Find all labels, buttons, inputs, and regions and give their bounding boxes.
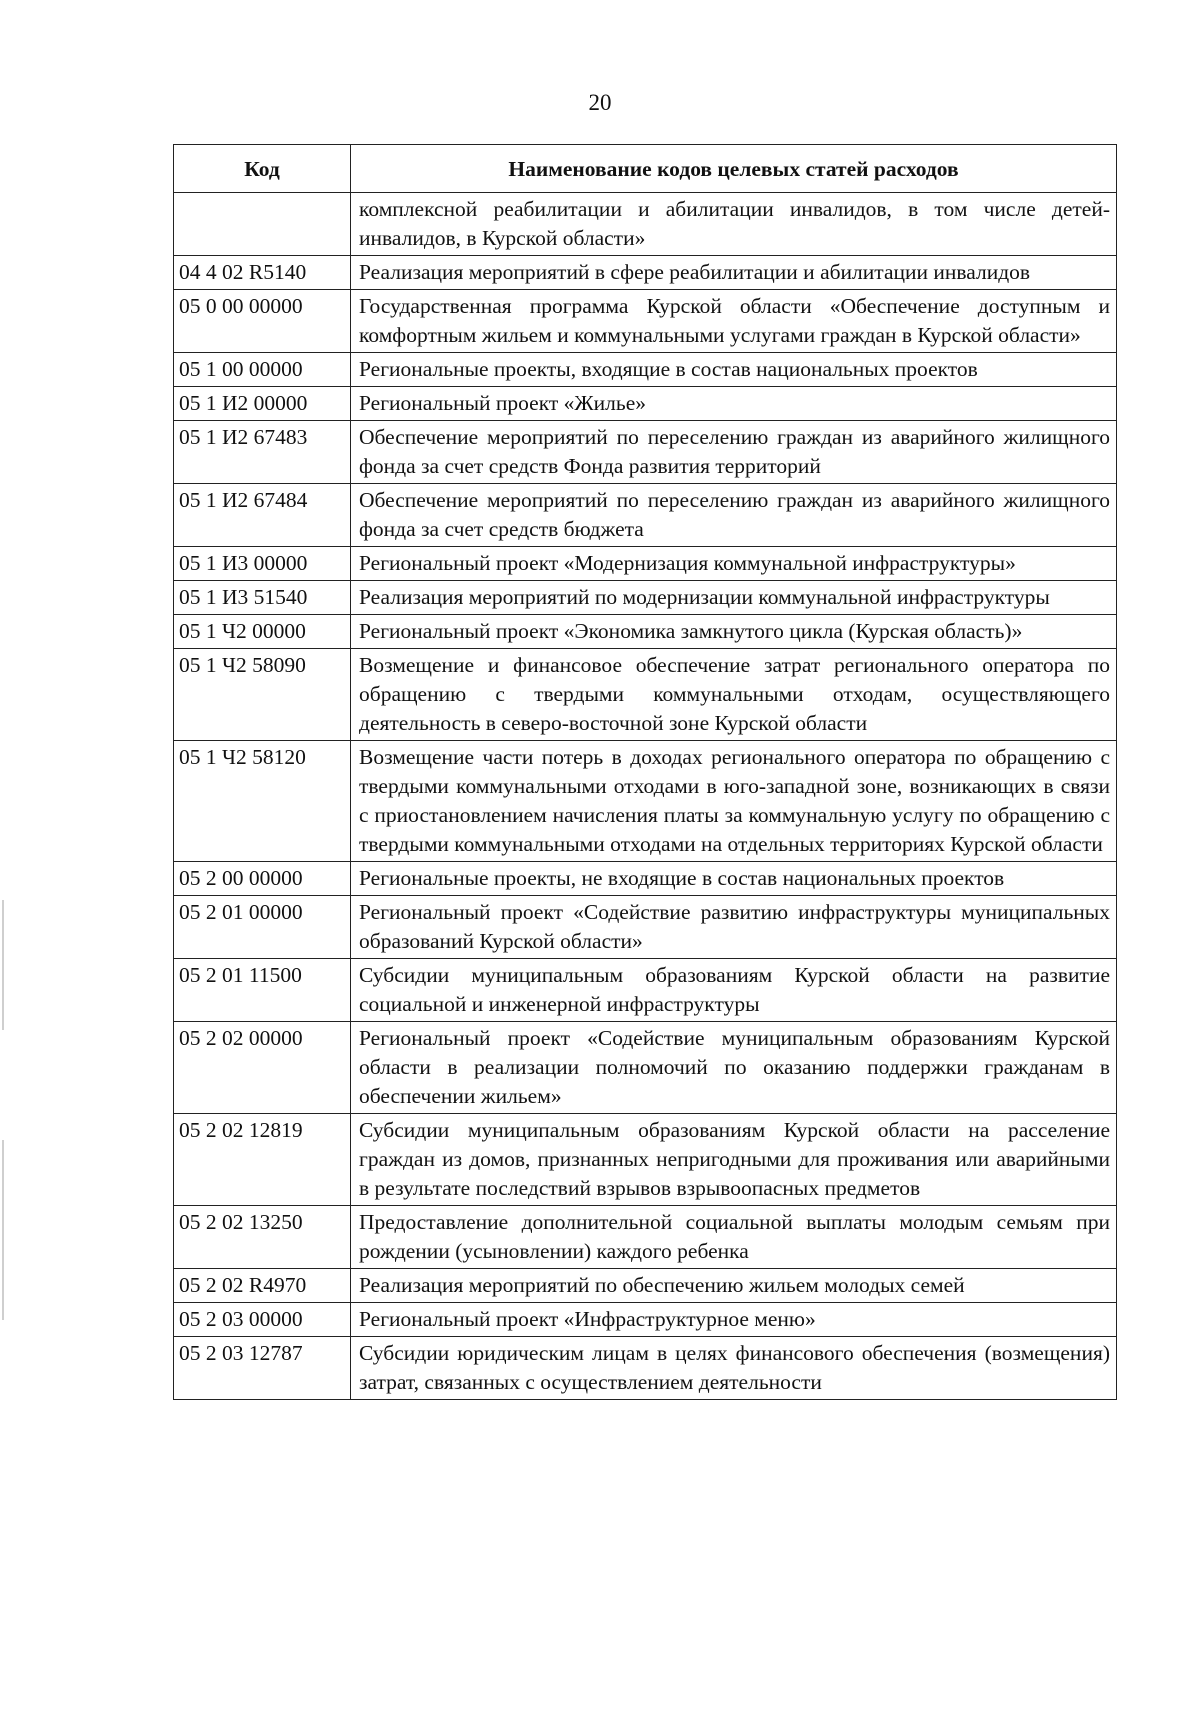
row-code: 05 2 02 R4970 xyxy=(174,1269,351,1303)
row-code: 05 2 03 12787 xyxy=(174,1337,351,1400)
table-row xyxy=(174,649,1117,741)
table-row xyxy=(174,1337,1117,1400)
row-code: 05 1 И2 67483 xyxy=(174,421,351,484)
row-name: Возмещение части потерь в доходах регионального оператора по обращению с твердыми коммунальными отходами в юго-западной зоне, возникающих в связи с приостановлением начисления платы за коммунальную услугу по обращению с твердыми коммунальными отходами на отдельных территориях Курской области xyxy=(351,741,1117,862)
scan-margin-mark xyxy=(2,900,4,1030)
row-name: Реализация мероприятий по обеспечению жильем молодых семей xyxy=(351,1269,1117,1303)
row-code: 05 1 00 00000 xyxy=(174,353,351,387)
table-row xyxy=(174,421,1117,484)
row-name: Возмещение и финансовое обеспечение затрат регионального оператора по обращению с твердыми коммунальными отходам, осуществляющего деятельность в северо-восточной зоне Курской области xyxy=(351,649,1117,741)
row-name: Реализация мероприятий в сфере реабилитации и абилитации инвалидов xyxy=(351,256,1117,290)
header-code: Код xyxy=(174,145,351,193)
row-code: 05 0 00 00000 xyxy=(174,290,351,353)
table-row xyxy=(174,862,1117,896)
table-row xyxy=(174,256,1117,290)
row-code xyxy=(174,193,351,256)
row-name: Субсидии муниципальным образованиям Курской области на развитие социальной и инженерной инфраструктуры xyxy=(351,959,1117,1022)
table-row xyxy=(174,547,1117,581)
scan-margin-mark xyxy=(2,1140,4,1320)
table-header-row xyxy=(174,145,1117,193)
row-code: 05 1 И2 67484 xyxy=(174,484,351,547)
table-row xyxy=(174,484,1117,547)
row-name: Региональный проект «Содействие муниципальным образованиям Курской области в реализации полномочий по оказанию поддержки гражданам в обеспечении жильем» xyxy=(351,1022,1117,1114)
table-row xyxy=(174,353,1117,387)
row-name: Региональный проект «Содействие развитию инфраструктуры муниципальных образований Курской области» xyxy=(351,896,1117,959)
row-code: 05 2 01 11500 xyxy=(174,959,351,1022)
row-name: Обеспечение мероприятий по переселению граждан из аварийного жилищного фонда за счет средств бюджета xyxy=(351,484,1117,547)
target-expense-codes-table xyxy=(173,144,1117,1400)
row-name: Региональный проект «Экономика замкнутого цикла (Курская область)» xyxy=(351,615,1117,649)
table-row xyxy=(174,290,1117,353)
table-row xyxy=(174,387,1117,421)
row-code: 05 2 02 13250 xyxy=(174,1206,351,1269)
table-row xyxy=(174,1303,1117,1337)
table-row xyxy=(174,1114,1117,1206)
row-code: 05 2 02 12819 xyxy=(174,1114,351,1206)
row-code: 05 1 И3 51540 xyxy=(174,581,351,615)
row-code: 05 1 И2 00000 xyxy=(174,387,351,421)
row-name: Региональные проекты, входящие в состав национальных проектов xyxy=(351,353,1117,387)
table-row xyxy=(174,1206,1117,1269)
row-name: Региональный проект «Модернизация коммунальной инфраструктуры» xyxy=(351,547,1117,581)
row-code: 05 2 03 00000 xyxy=(174,1303,351,1337)
row-name: Региональный проект «Жилье» xyxy=(351,387,1117,421)
table-row xyxy=(174,615,1117,649)
row-code: 05 2 02 00000 xyxy=(174,1022,351,1114)
table-row xyxy=(174,193,1117,256)
row-code: 05 1 Ч2 00000 xyxy=(174,615,351,649)
row-code: 04 4 02 R5140 xyxy=(174,256,351,290)
page-number: 20 xyxy=(588,90,612,115)
row-code: 05 1 Ч2 58090 xyxy=(174,649,351,741)
row-name: комплексной реабилитации и абилитации инвалидов, в том числе детей-инвалидов, в Курской области» xyxy=(351,193,1117,256)
row-name: Региональные проекты, не входящие в состав национальных проектов xyxy=(351,862,1117,896)
table-body xyxy=(174,193,1117,1400)
table-row xyxy=(174,896,1117,959)
table-row xyxy=(174,959,1117,1022)
row-code: 05 2 00 00000 xyxy=(174,862,351,896)
table-row xyxy=(174,1022,1117,1114)
table-row xyxy=(174,1269,1117,1303)
row-code: 05 2 01 00000 xyxy=(174,896,351,959)
table-row xyxy=(174,581,1117,615)
row-name: Обеспечение мероприятий по переселению граждан из аварийного жилищного фонда за счет средств Фонда развития территорий xyxy=(351,421,1117,484)
row-name: Субсидии юридическим лицам в целях финансового обеспечения (возмещения) затрат, связанных с осуществлением деятельности xyxy=(351,1337,1117,1400)
row-code: 05 1 Ч2 58120 xyxy=(174,741,351,862)
header-name: Наименование кодов целевых статей расходов xyxy=(351,145,1117,193)
row-name: Региональный проект «Инфраструктурное меню» xyxy=(351,1303,1117,1337)
table-row xyxy=(174,741,1117,862)
row-name: Государственная программа Курской области «Обеспечение доступным и комфортным жильем и коммунальными услугами граждан в Курской области» xyxy=(351,290,1117,353)
row-name: Предоставление дополнительной социальной выплаты молодым семьям при рождении (усыновлении) каждого ребенка xyxy=(351,1206,1117,1269)
row-name: Субсидии муниципальным образованиям Курской области на расселение граждан из домов, признанных непригодными для проживания или аварийными в результате последствий взрывов взрывоопасных предметов xyxy=(351,1114,1117,1206)
row-code: 05 1 И3 00000 xyxy=(174,547,351,581)
row-name: Реализация мероприятий по модернизации коммунальной инфраструктуры xyxy=(351,581,1117,615)
